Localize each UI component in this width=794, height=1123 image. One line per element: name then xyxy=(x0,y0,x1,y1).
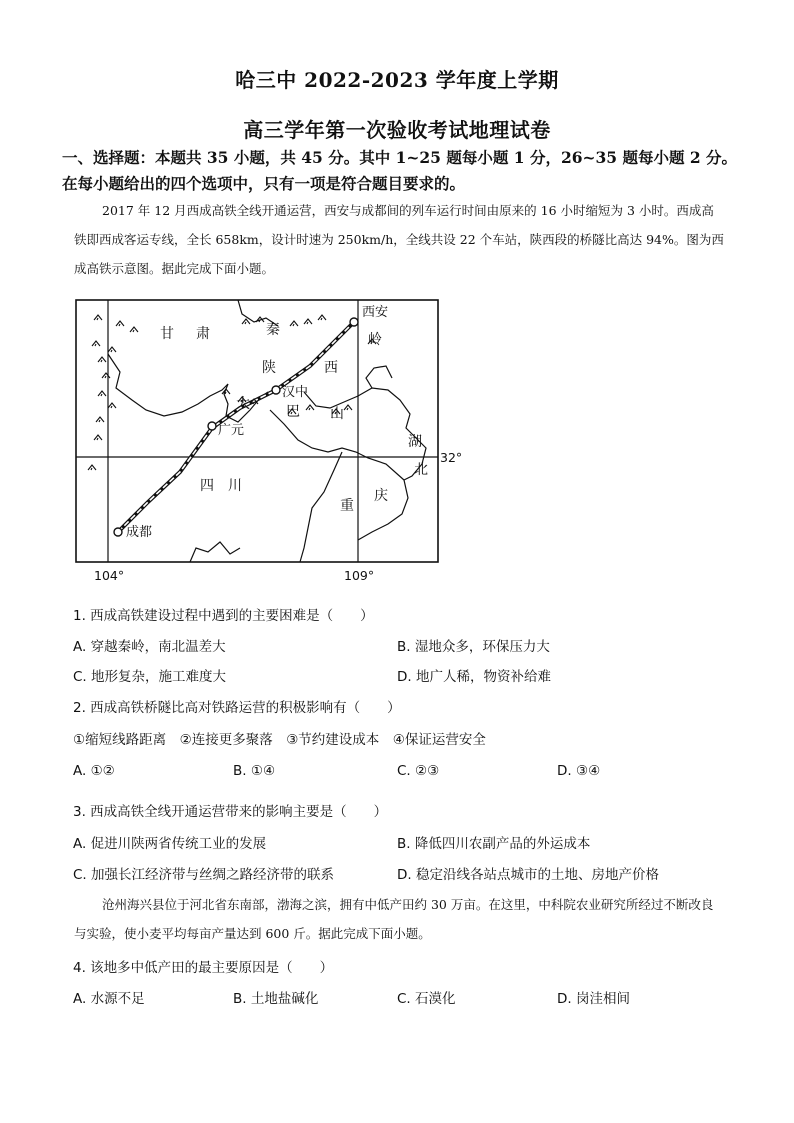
city-guangyuan-label: 广元 xyxy=(218,423,245,438)
label-shaanxi-2: 西 xyxy=(324,360,338,376)
city-chengdu-label: 成都 xyxy=(126,525,153,540)
question-3-stem: 3. 西成高铁全线开通运营带来的影响主要是（ ） xyxy=(73,804,388,820)
label-ba: 巴 xyxy=(286,404,300,420)
question-4-stem: 4. 该地多中低产田的最主要原因是（ ） xyxy=(73,960,334,976)
question-4-option-c[interactable]: C. 石漠化 xyxy=(397,991,456,1007)
city-guangyuan-marker xyxy=(208,422,216,430)
city-xian-marker xyxy=(350,318,358,326)
passage-1-text: 2017 年 12 月西成高铁全线开通运营，西安与成都间的列车运行时间由原来的 16 小时缩短为 3 小时。西成高铁即西成客运专线，全长 658km，设计时速为 250km/h，全线共设 22 个车站，陕西段的桥隧比高达 94%。图为西成高铁示意图。据此完成下面小题。 xyxy=(74,203,724,276)
label-hubei-2: 北 xyxy=(414,462,428,478)
boundary-south xyxy=(190,542,240,562)
label-chongqing-1: 重 xyxy=(340,498,354,514)
question-2-option-b[interactable]: B. ①④ xyxy=(233,763,276,779)
question-2-option-d[interactable]: D. ③④ xyxy=(557,763,601,779)
label-da: 大 xyxy=(236,396,250,412)
map-frame xyxy=(76,300,438,562)
passage-2-text: 沧州海兴县位于河北省东南部，渤海之滨，拥有中低产田约 30 万亩。在这里，中科院农业研究所经过不断改良与实验，使小麦平均每亩产量达到 600 斤。据此完成下面小题。 xyxy=(74,897,714,941)
question-2-items: ①缩短线路距离 ②连接更多聚落 ③节约建设成本 ④保证运营安全 xyxy=(73,732,486,748)
question-1-option-a[interactable]: A. 穿越秦岭，南北温差大 xyxy=(73,639,226,655)
passage-1 xyxy=(74,196,724,283)
label-qin: 秦 xyxy=(266,322,280,338)
label-sichuan-2: 川 xyxy=(228,478,242,494)
question-1-option-d[interactable]: D. 地广人稀，物资补给难 xyxy=(397,669,551,685)
question-4-option-b[interactable]: B. 土地盐碱化 xyxy=(233,991,319,1007)
exam-title-line1: 哈三中 2022-2023 学年度上学期 xyxy=(235,68,559,92)
railway-map xyxy=(72,292,472,584)
question-2-option-c[interactable]: C. ②③ xyxy=(397,763,440,779)
question-2-stem: 2. 西成高铁桥隧比高对铁路运营的积极影响有（ ） xyxy=(73,700,401,716)
question-4-option-a[interactable]: A. 水源不足 xyxy=(73,991,145,1007)
city-hanzhong-marker xyxy=(272,386,280,394)
question-3-option-a[interactable]: A. 促进川陕两省传统工业的发展 xyxy=(73,836,267,852)
question-3-option-d[interactable]: D. 稳定沿线各站点城市的土地、房地产价格 xyxy=(397,867,659,883)
label-ling: 岭 xyxy=(368,332,382,348)
question-3-option-b[interactable]: B. 降低四川农副产品的外运成本 xyxy=(397,836,591,852)
exam-title-line2: 高三学年第一次验收考试地理试卷 xyxy=(243,118,551,142)
city-xian-label: 西安 xyxy=(362,305,389,320)
label-gansu-1: 甘 xyxy=(160,326,174,342)
boundary-east xyxy=(366,366,392,388)
question-2-option-a[interactable]: A. ①② xyxy=(73,763,115,779)
boundary-sichuan-chongqing xyxy=(300,452,342,562)
axis-lon-104: 104° xyxy=(94,568,125,583)
mountain-symbols xyxy=(88,315,376,470)
label-shan: 山 xyxy=(330,406,344,422)
question-1-option-c[interactable]: C. 地形复杂，施工难度大 xyxy=(73,669,227,685)
label-hubei-1: 湖 xyxy=(408,434,422,450)
question-3-option-c[interactable]: C. 加强长江经济带与丝绸之路经济带的联系 xyxy=(73,867,335,883)
passage-2 xyxy=(74,890,724,948)
section-heading: 一、选择题：本题共 35 小题，共 45 分。其中 1~25 题每小题 1 分，26~35 题每小题 2 分。在每小题给出的四个选项中，只有一项是符合题目要求的。 xyxy=(62,148,738,193)
question-1-stem: 1. 西成高铁建设过程中遇到的主要困难是（ ） xyxy=(73,608,374,624)
label-gansu-2: 肃 xyxy=(196,326,210,342)
label-sichuan-1: 四 xyxy=(200,478,214,494)
city-chengdu-marker xyxy=(114,528,122,536)
label-chongqing-2: 庆 xyxy=(374,488,388,504)
axis-lat-32: 32° xyxy=(440,450,463,465)
question-4-option-d[interactable]: D. 岗洼相间 xyxy=(557,991,630,1007)
city-hanzhong-label: 汉中 xyxy=(282,385,309,400)
label-shaanxi-1: 陕 xyxy=(262,360,276,376)
axis-lon-109: 109° xyxy=(344,568,375,583)
boundary-gansu-shaanxi xyxy=(108,354,228,416)
question-1-option-b[interactable]: B. 湿地众多，环保压力大 xyxy=(397,639,550,655)
